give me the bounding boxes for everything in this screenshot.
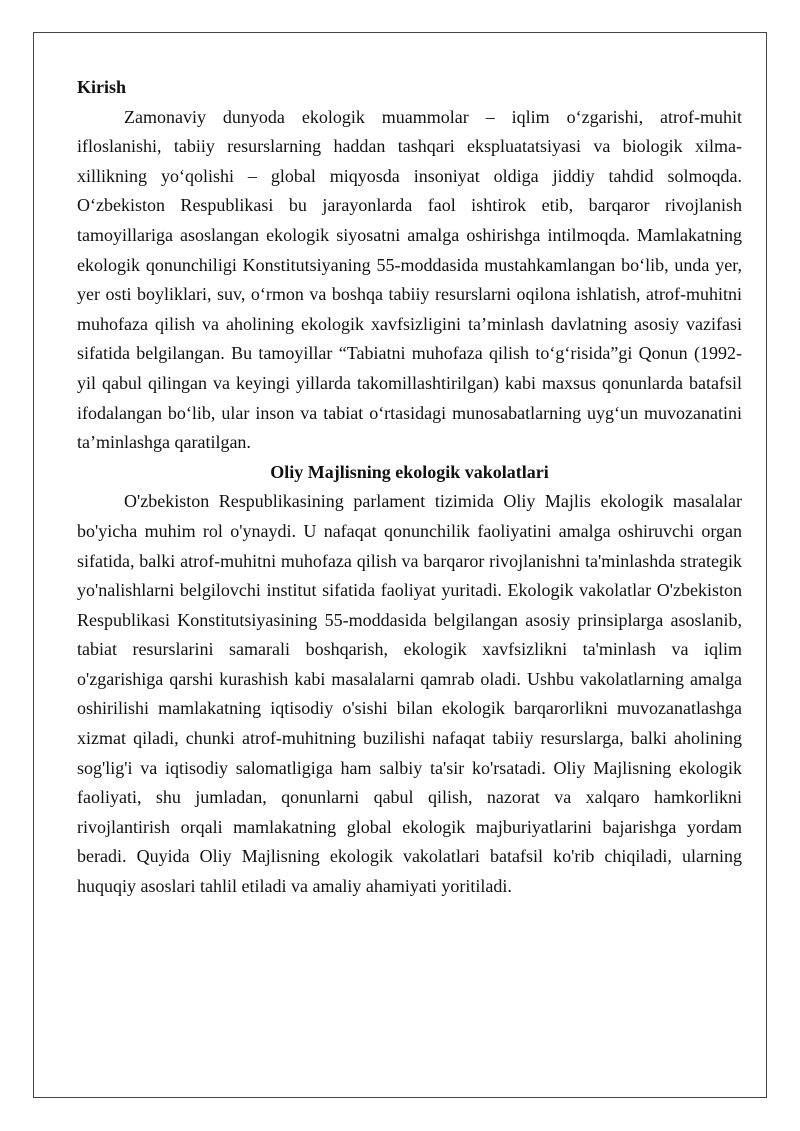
document-body: [77, 73, 742, 902]
section-heading-kirish: Kirish: [77, 77, 127, 97]
section-heading-ecological-powers: Oliy Majlisning ekologik vakolatlari: [270, 461, 549, 482]
ecological-powers-paragraph: O'zbekiston Respublikasining parlament tizimida Oliy Majlis ekologik masalalar bo'yicha muhim rol o'ynaydi. U nafaqat qonunchilik faoliyatini amalga oshiruvchi organ sifatida, balki atrof-muhitni muhofaza qilish va barqaror rivojlanishni ta'minlashda strategik yo'nalishlarni belgilovchi institut sifatida faoliyat yuritadi. Ekologik vakolatlar O'zbekiston Respublikasi Konstitutsiyasining 55-moddasida belgilangan asosiy prinsiplarga asoslanib, tabiat resurslarini samarali boshqarish, ekologik xavfsizlikni ta'minlash va iqlim o'zgarishiga qarshi kurashish kabi masalalarni qamrab oladi. Ushbu vakolatlarning amalga oshirilishi mamlakatning iqtisodiy o'sishi bilan ekologik barqarorlikni muvozanatlashga xizmat qiladi, chunki atrof-muhitning buzilishi nafaqat tabiiy resurslarga, balki aholining sog'lig'i va iqtisodiy salomatligiga ham salbiy ta'sir ko'rsatadi. Oliy Majlisning ekologik faoliyati, shu jumladan, qonunlarni qabul qilish, nazorat va xalqaro hamkorlikni rivojlantirish orqali mamlakatning global ekologik majburiyatlarini bajarishga yordam beradi. Quyida Oliy Majlisning ekologik vakolatlari batafsil ko'rib chiqiladi, ularning huquqiy asoslari tahlil etiladi va amaliy ahamiyati yoritiladi.: [77, 491, 742, 897]
intro-paragraph: Zamonaviy dunyoda ekologik muammolar – iqlim o‘zgarishi, atrof-muhit ifloslanishi, tabiiy resurslarning haddan tashqari ekspluatatsiyasi va biologik xilma-xillikning yo‘qolishi – global miqyosda insoniyat oldiga jiddiy tahdid solmoqda. O‘zbekiston Respublikasi bu jarayonlarda faol ishtirok etib, barqaror rivojlanish tamoyillariga asoslangan ekologik siyosatni amalga oshirishga intilmoqda. Mamlakatning ekologik qonunchiligi Konstitutsiyaning 55-moddasida mustahkamlangan bo‘lib, unda yer, yer osti boyliklari, suv, o‘rmon va boshqa tabiiy resurslarni oqilona ishlatish, atrof-muhitni muhofaza qilish va aholining ekologik xavfsizligini ta’minlash davlatning asosiy vazifasi sifatida belgilangan. Bu tamoyillar “Tabiatni muhofaza qilish to‘g‘risida”gi Qonun (1992-yil qabul qilingan va keyingi yillarda takomillashtirilgan) kabi maxsus qonunlarda batafsil ifodalangan bo‘lib, ular inson va tabiat o‘rtasidagi munosabatlarning uyg‘un muvozanatini ta’minlashga qaratilgan.: [77, 106, 742, 453]
